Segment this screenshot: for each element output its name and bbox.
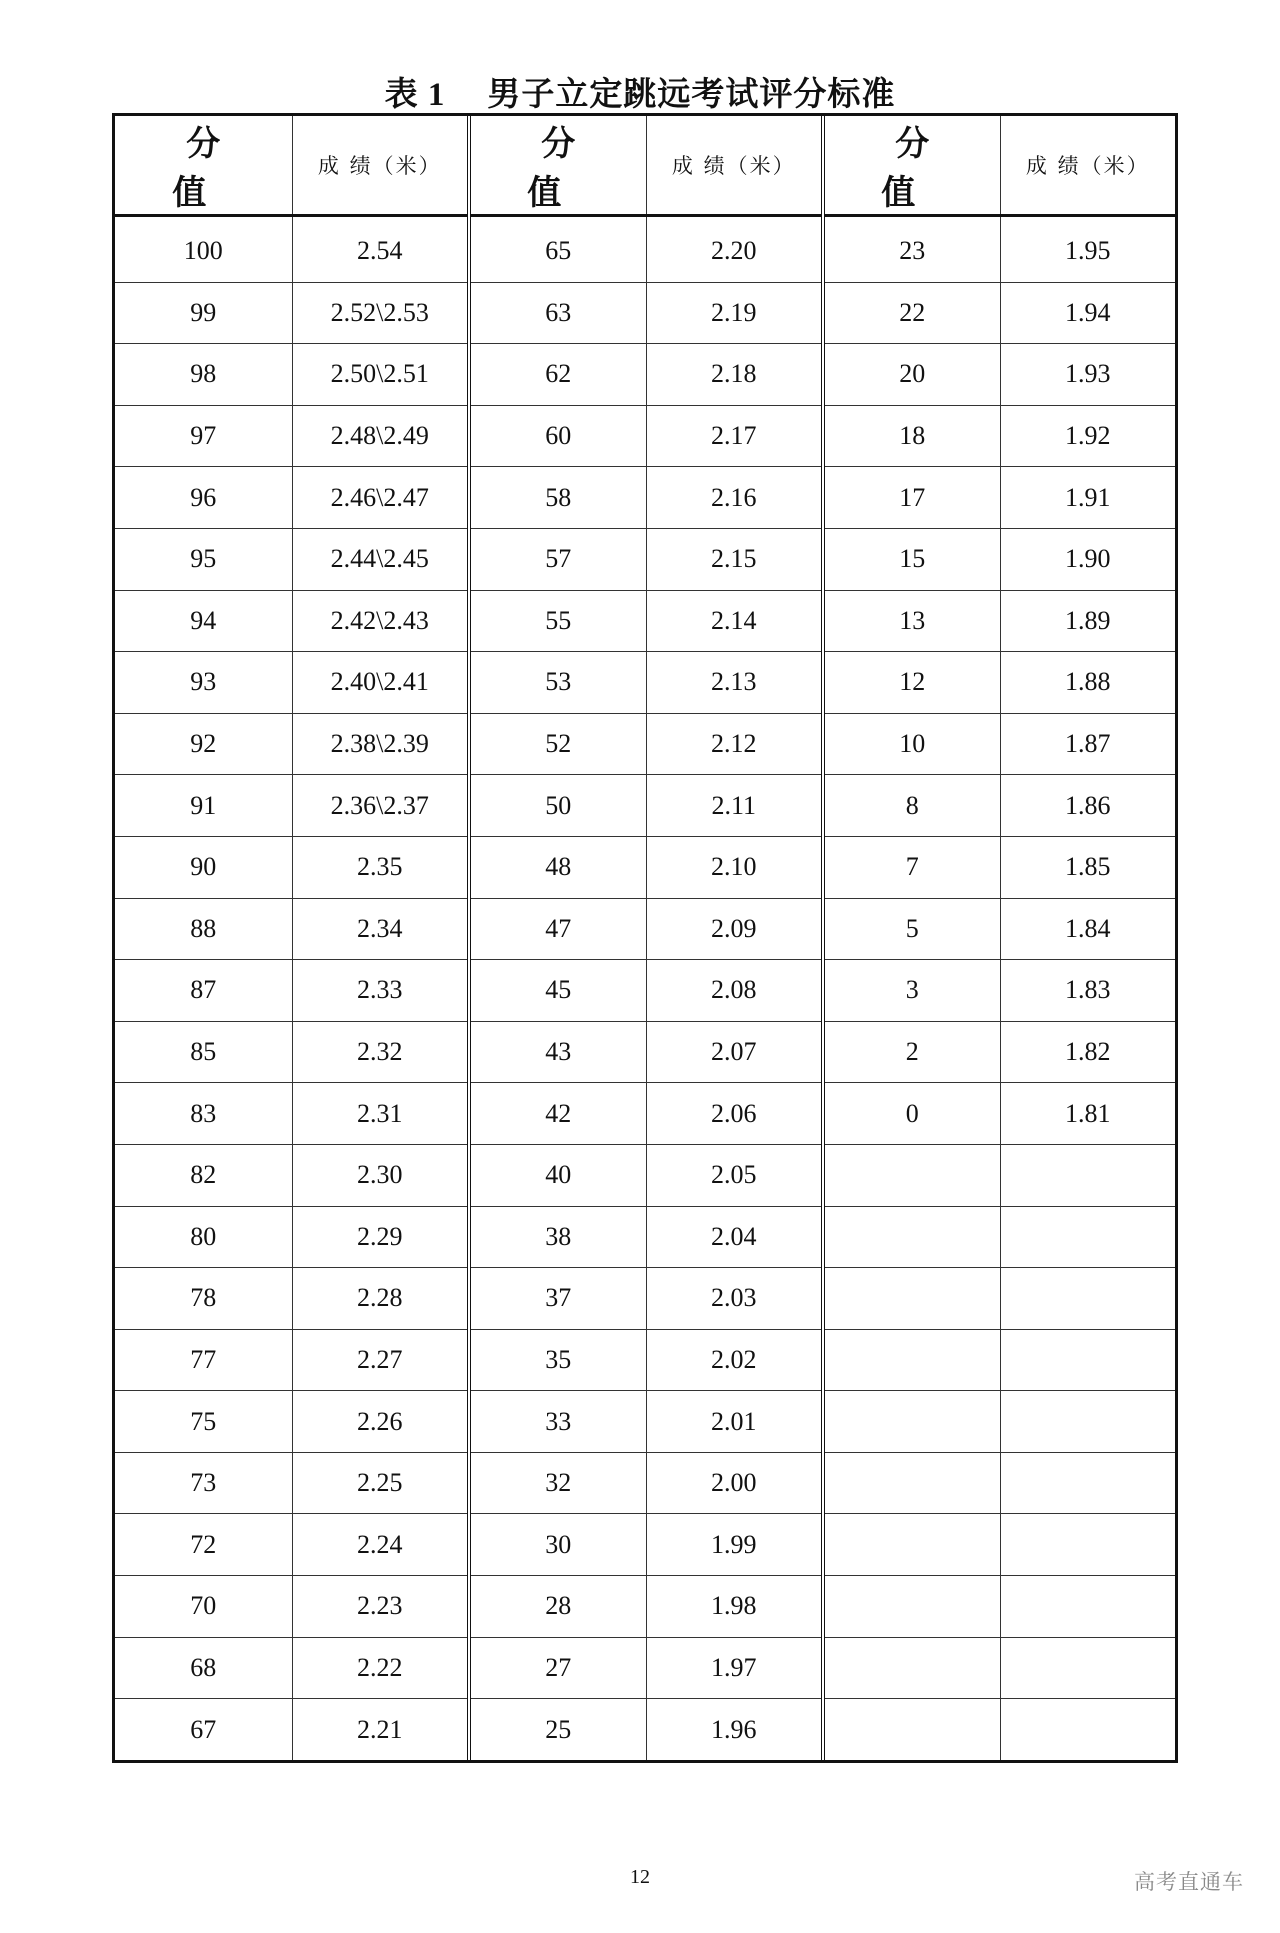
performance-cell: 2.15 <box>646 528 823 590</box>
performance-header: 成 绩（米） <box>646 116 823 216</box>
table-row <box>115 344 1175 406</box>
score-cell: 83 <box>115 1083 292 1145</box>
performance-cell: 1.85 <box>1000 836 1175 898</box>
performance-cell: 1.97 <box>646 1637 823 1699</box>
score-cell: 97 <box>115 405 292 467</box>
performance-header: 成 绩（米） <box>292 116 469 216</box>
table-row <box>115 898 1175 960</box>
performance-cell: 1.92 <box>1000 405 1175 467</box>
performance-cell: 2.13 <box>646 652 823 714</box>
score-cell: 93 <box>115 652 292 714</box>
score-cell <box>823 1576 1000 1638</box>
score-cell <box>823 1391 1000 1453</box>
performance-cell: 1.86 <box>1000 775 1175 837</box>
performance-cell: 2.21 <box>292 1699 469 1760</box>
header-row <box>115 116 1175 216</box>
performance-cell: 2.23 <box>292 1576 469 1638</box>
performance-cell: 2.20 <box>646 216 823 283</box>
table-row <box>115 590 1175 652</box>
score-cell: 52 <box>469 713 646 775</box>
score-cell: 77 <box>115 1329 292 1391</box>
performance-cell: 2.01 <box>646 1391 823 1453</box>
table-row <box>115 1576 1175 1638</box>
score-cell: 99 <box>115 282 292 344</box>
score-cell <box>823 1206 1000 1268</box>
performance-cell: 2.50\2.51 <box>292 344 469 406</box>
score-header: 分 值 <box>469 116 646 216</box>
performance-cell: 2.54 <box>292 216 469 283</box>
score-cell: 80 <box>115 1206 292 1268</box>
score-cell: 40 <box>469 1144 646 1206</box>
score-cell: 20 <box>823 344 1000 406</box>
performance-cell: 2.31 <box>292 1083 469 1145</box>
performance-cell: 2.40\2.41 <box>292 652 469 714</box>
table-row <box>115 1021 1175 1083</box>
score-cell: 35 <box>469 1329 646 1391</box>
table-row <box>115 836 1175 898</box>
performance-cell: 2.32 <box>292 1021 469 1083</box>
performance-cell: 2.27 <box>292 1329 469 1391</box>
performance-cell: 1.87 <box>1000 713 1175 775</box>
performance-cell: 1.83 <box>1000 960 1175 1022</box>
performance-cell <box>1000 1637 1175 1699</box>
score-cell: 96 <box>115 467 292 529</box>
score-cell: 38 <box>469 1206 646 1268</box>
score-cell: 7 <box>823 836 1000 898</box>
performance-cell <box>1000 1144 1175 1206</box>
score-cell: 55 <box>469 590 646 652</box>
performance-cell: 2.26 <box>292 1391 469 1453</box>
performance-cell: 2.35 <box>292 836 469 898</box>
score-cell: 10 <box>823 713 1000 775</box>
score-cell: 53 <box>469 652 646 714</box>
score-header: 分 值 <box>823 116 1000 216</box>
performance-cell: 1.84 <box>1000 898 1175 960</box>
score-cell: 23 <box>823 216 1000 283</box>
table-row <box>115 1637 1175 1699</box>
performance-cell: 2.06 <box>646 1083 823 1145</box>
score-cell: 58 <box>469 467 646 529</box>
table-row <box>115 960 1175 1022</box>
performance-cell: 1.89 <box>1000 590 1175 652</box>
performance-cell: 2.07 <box>646 1021 823 1083</box>
performance-cell: 2.44\2.45 <box>292 528 469 590</box>
score-cell: 78 <box>115 1268 292 1330</box>
performance-cell: 2.16 <box>646 467 823 529</box>
score-cell: 50 <box>469 775 646 837</box>
performance-cell: 2.18 <box>646 344 823 406</box>
performance-cell: 2.12 <box>646 713 823 775</box>
performance-cell: 2.48\2.49 <box>292 405 469 467</box>
performance-cell: 2.00 <box>646 1452 823 1514</box>
table-row <box>115 1452 1175 1514</box>
performance-cell: 2.36\2.37 <box>292 775 469 837</box>
score-cell: 27 <box>469 1637 646 1699</box>
score-cell: 94 <box>115 590 292 652</box>
performance-cell <box>1000 1452 1175 1514</box>
score-cell: 43 <box>469 1021 646 1083</box>
performance-cell: 1.90 <box>1000 528 1175 590</box>
performance-cell: 2.38\2.39 <box>292 713 469 775</box>
score-cell: 72 <box>115 1514 292 1576</box>
performance-cell: 2.25 <box>292 1452 469 1514</box>
score-cell <box>823 1329 1000 1391</box>
score-cell: 91 <box>115 775 292 837</box>
performance-cell: 1.98 <box>646 1576 823 1638</box>
performance-cell: 1.81 <box>1000 1083 1175 1145</box>
table-row <box>115 467 1175 529</box>
performance-cell: 2.04 <box>646 1206 823 1268</box>
score-cell: 63 <box>469 282 646 344</box>
watermark: 高考直通车 <box>1134 1870 1244 1894</box>
table-row <box>115 775 1175 837</box>
table-row <box>115 405 1175 467</box>
table-row <box>115 1268 1175 1330</box>
performance-cell: 2.28 <box>292 1268 469 1330</box>
performance-cell: 1.95 <box>1000 216 1175 283</box>
score-cell: 13 <box>823 590 1000 652</box>
score-cell: 92 <box>115 713 292 775</box>
table-row <box>115 1514 1175 1576</box>
score-cell: 30 <box>469 1514 646 1576</box>
performance-cell <box>1000 1329 1175 1391</box>
table-caption: 男子立定跳远考试评分标准 <box>487 77 896 113</box>
table-row <box>115 1329 1175 1391</box>
performance-cell: 2.17 <box>646 405 823 467</box>
table-row <box>115 216 1175 283</box>
performance-cell: 1.82 <box>1000 1021 1175 1083</box>
score-cell: 98 <box>115 344 292 406</box>
performance-cell <box>1000 1514 1175 1576</box>
table-row <box>115 652 1175 714</box>
score-cell <box>823 1144 1000 1206</box>
performance-cell: 2.42\2.43 <box>292 590 469 652</box>
score-cell: 32 <box>469 1452 646 1514</box>
score-cell: 45 <box>469 960 646 1022</box>
performance-cell: 2.19 <box>646 282 823 344</box>
score-cell: 12 <box>823 652 1000 714</box>
score-cell: 37 <box>469 1268 646 1330</box>
performance-cell: 2.09 <box>646 898 823 960</box>
score-cell: 18 <box>823 405 1000 467</box>
table-row <box>115 1391 1175 1453</box>
page-number: 12 <box>630 1866 650 1888</box>
performance-cell: 2.34 <box>292 898 469 960</box>
performance-cell: 2.14 <box>646 590 823 652</box>
table-row <box>115 1699 1175 1760</box>
performance-cell: 2.33 <box>292 960 469 1022</box>
score-cell: 57 <box>469 528 646 590</box>
score-cell: 3 <box>823 960 1000 1022</box>
score-cell <box>823 1268 1000 1330</box>
table-row <box>115 528 1175 590</box>
performance-cell: 1.96 <box>646 1699 823 1760</box>
performance-cell: 2.46\2.47 <box>292 467 469 529</box>
table-title <box>0 68 1280 115</box>
score-cell <box>823 1699 1000 1760</box>
scoring-table <box>112 113 1178 1763</box>
performance-cell: 1.91 <box>1000 467 1175 529</box>
table-row <box>115 1144 1175 1206</box>
performance-cell: 1.94 <box>1000 282 1175 344</box>
score-cell: 88 <box>115 898 292 960</box>
performance-cell: 2.10 <box>646 836 823 898</box>
score-cell: 42 <box>469 1083 646 1145</box>
score-cell: 85 <box>115 1021 292 1083</box>
score-cell: 5 <box>823 898 1000 960</box>
table-row <box>115 1083 1175 1145</box>
score-cell: 15 <box>823 528 1000 590</box>
score-cell: 8 <box>823 775 1000 837</box>
score-cell: 33 <box>469 1391 646 1453</box>
score-cell: 0 <box>823 1083 1000 1145</box>
performance-cell: 2.30 <box>292 1144 469 1206</box>
score-cell <box>823 1637 1000 1699</box>
performance-cell: 2.24 <box>292 1514 469 1576</box>
score-cell: 82 <box>115 1144 292 1206</box>
performance-cell: 2.08 <box>646 960 823 1022</box>
score-cell: 22 <box>823 282 1000 344</box>
score-cell: 70 <box>115 1576 292 1638</box>
table-row <box>115 282 1175 344</box>
score-cell: 100 <box>115 216 292 283</box>
performance-cell: 1.93 <box>1000 344 1175 406</box>
score-cell: 25 <box>469 1699 646 1760</box>
score-cell: 62 <box>469 344 646 406</box>
performance-cell <box>1000 1206 1175 1268</box>
performance-cell <box>1000 1576 1175 1638</box>
score-cell: 67 <box>115 1699 292 1760</box>
score-cell: 75 <box>115 1391 292 1453</box>
performance-cell: 2.22 <box>292 1637 469 1699</box>
score-cell: 47 <box>469 898 646 960</box>
performance-cell: 2.05 <box>646 1144 823 1206</box>
performance-cell <box>1000 1391 1175 1453</box>
performance-cell: 2.02 <box>646 1329 823 1391</box>
score-cell <box>823 1514 1000 1576</box>
score-cell: 90 <box>115 836 292 898</box>
performance-cell: 1.88 <box>1000 652 1175 714</box>
score-cell: 28 <box>469 1576 646 1638</box>
performance-cell: 2.11 <box>646 775 823 837</box>
performance-cell: 2.52\2.53 <box>292 282 469 344</box>
score-cell: 17 <box>823 467 1000 529</box>
performance-header: 成 绩（米） <box>1000 116 1175 216</box>
score-cell: 65 <box>469 216 646 283</box>
performance-cell: 2.29 <box>292 1206 469 1268</box>
score-cell: 2 <box>823 1021 1000 1083</box>
score-cell: 73 <box>115 1452 292 1514</box>
performance-cell: 1.99 <box>646 1514 823 1576</box>
table-number: 表 1 <box>384 77 446 113</box>
performance-cell <box>1000 1268 1175 1330</box>
score-cell: 48 <box>469 836 646 898</box>
table-row <box>115 1206 1175 1268</box>
score-cell: 95 <box>115 528 292 590</box>
table-row <box>115 713 1175 775</box>
score-cell: 87 <box>115 960 292 1022</box>
score-cell: 60 <box>469 405 646 467</box>
score-header: 分 值 <box>115 116 292 216</box>
score-cell: 68 <box>115 1637 292 1699</box>
performance-cell: 2.03 <box>646 1268 823 1330</box>
performance-cell <box>1000 1699 1175 1760</box>
score-cell <box>823 1452 1000 1514</box>
